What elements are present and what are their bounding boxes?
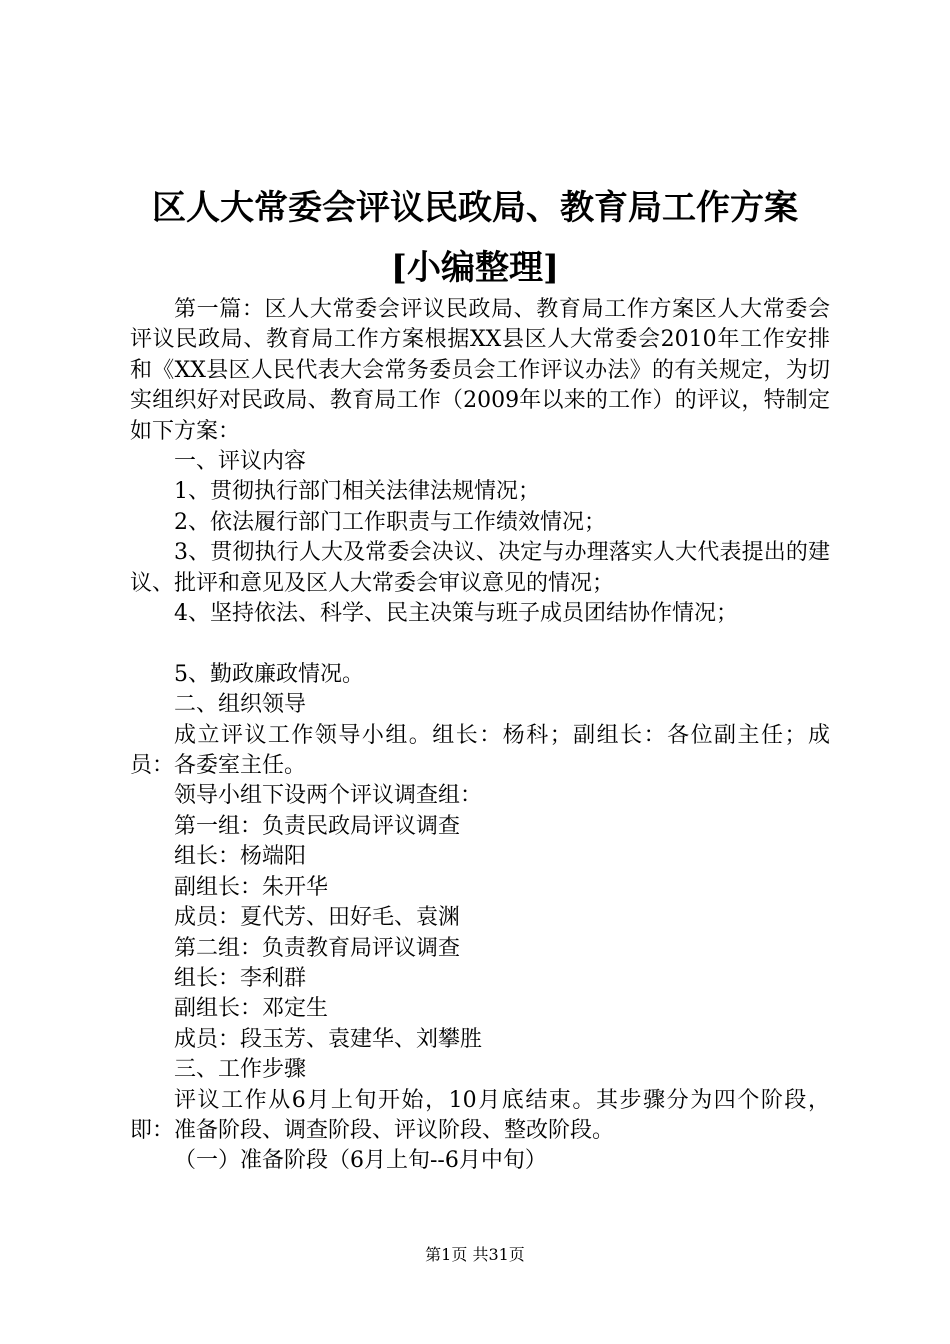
- section-heading: 三、工作步骤: [174, 1057, 307, 1083]
- body-paragraph: 领导小组下设两个评议调查组：: [174, 783, 483, 809]
- list-item: 1、贯彻执行部门相关法律法规情况；: [174, 479, 540, 505]
- member-line: 副组长：朱开华: [174, 874, 329, 900]
- group-heading: 第一组：负责民政局评议调查: [174, 813, 461, 839]
- blank-line: [130, 629, 830, 659]
- body-paragraph: 评议工作从6月上旬开始，10月底结束。其步骤分为四个阶段，即：准备阶段、调查阶段、评议阶段、整改阶段。: [130, 1087, 830, 1143]
- document-body: [130, 295, 830, 1177]
- intro-paragraph: 第一篇：区人大常委会评议民政局、教育局工作方案区人大常委会评议民政局、教育局工作方案根据XX县区人大常委会2010年工作安排和《XX县区人民代表大会常务委员会工作评议办法》的有关规定，为切实组织好对民政局、教育局工作（2009年以来的工作）的评议，特制定如下方案：: [130, 297, 830, 444]
- body-paragraph: 成立评议工作领导小组。组长：杨科；副组长：各位副主任；成员：各委室主任。: [130, 722, 830, 779]
- page-number-footer: 第1页 共31页: [425, 1245, 525, 1264]
- section-heading: 一、评议内容: [174, 449, 307, 475]
- list-item: 2、依法履行部门工作职责与工作绩效情况；: [174, 509, 606, 535]
- list-item: 5、勤政廉政情况。: [174, 661, 364, 687]
- subsection-heading: （一）准备阶段（6月上旬--6月中旬）: [174, 1148, 547, 1174]
- member-line: 成员：夏代芳、田好毛、袁渊: [174, 905, 461, 931]
- document-title-suffix: [小编整理]: [390, 248, 560, 288]
- section-heading: 二、组织领导: [174, 692, 307, 718]
- document-title: 区人大常委会评议民政局、教育局工作方案: [152, 188, 798, 228]
- list-item: 4、坚持依法、科学、民主决策与班子成员团结协作情况；: [174, 601, 738, 627]
- group-heading: 第二组：负责教育局评议调查: [174, 935, 461, 961]
- member-line: 组长：杨端阳: [174, 844, 307, 870]
- member-line: 成员：段玉芳、袁建华、刘攀胜: [174, 1026, 483, 1052]
- member-line: 组长：李利群: [174, 965, 307, 991]
- list-item: 3、贯彻执行人大及常委会决议、决定与办理落实人大代表提出的建议、批评和意见及区人大常委会审议意见的情况；: [130, 540, 830, 596]
- member-line: 副组长：邓定生: [174, 996, 329, 1022]
